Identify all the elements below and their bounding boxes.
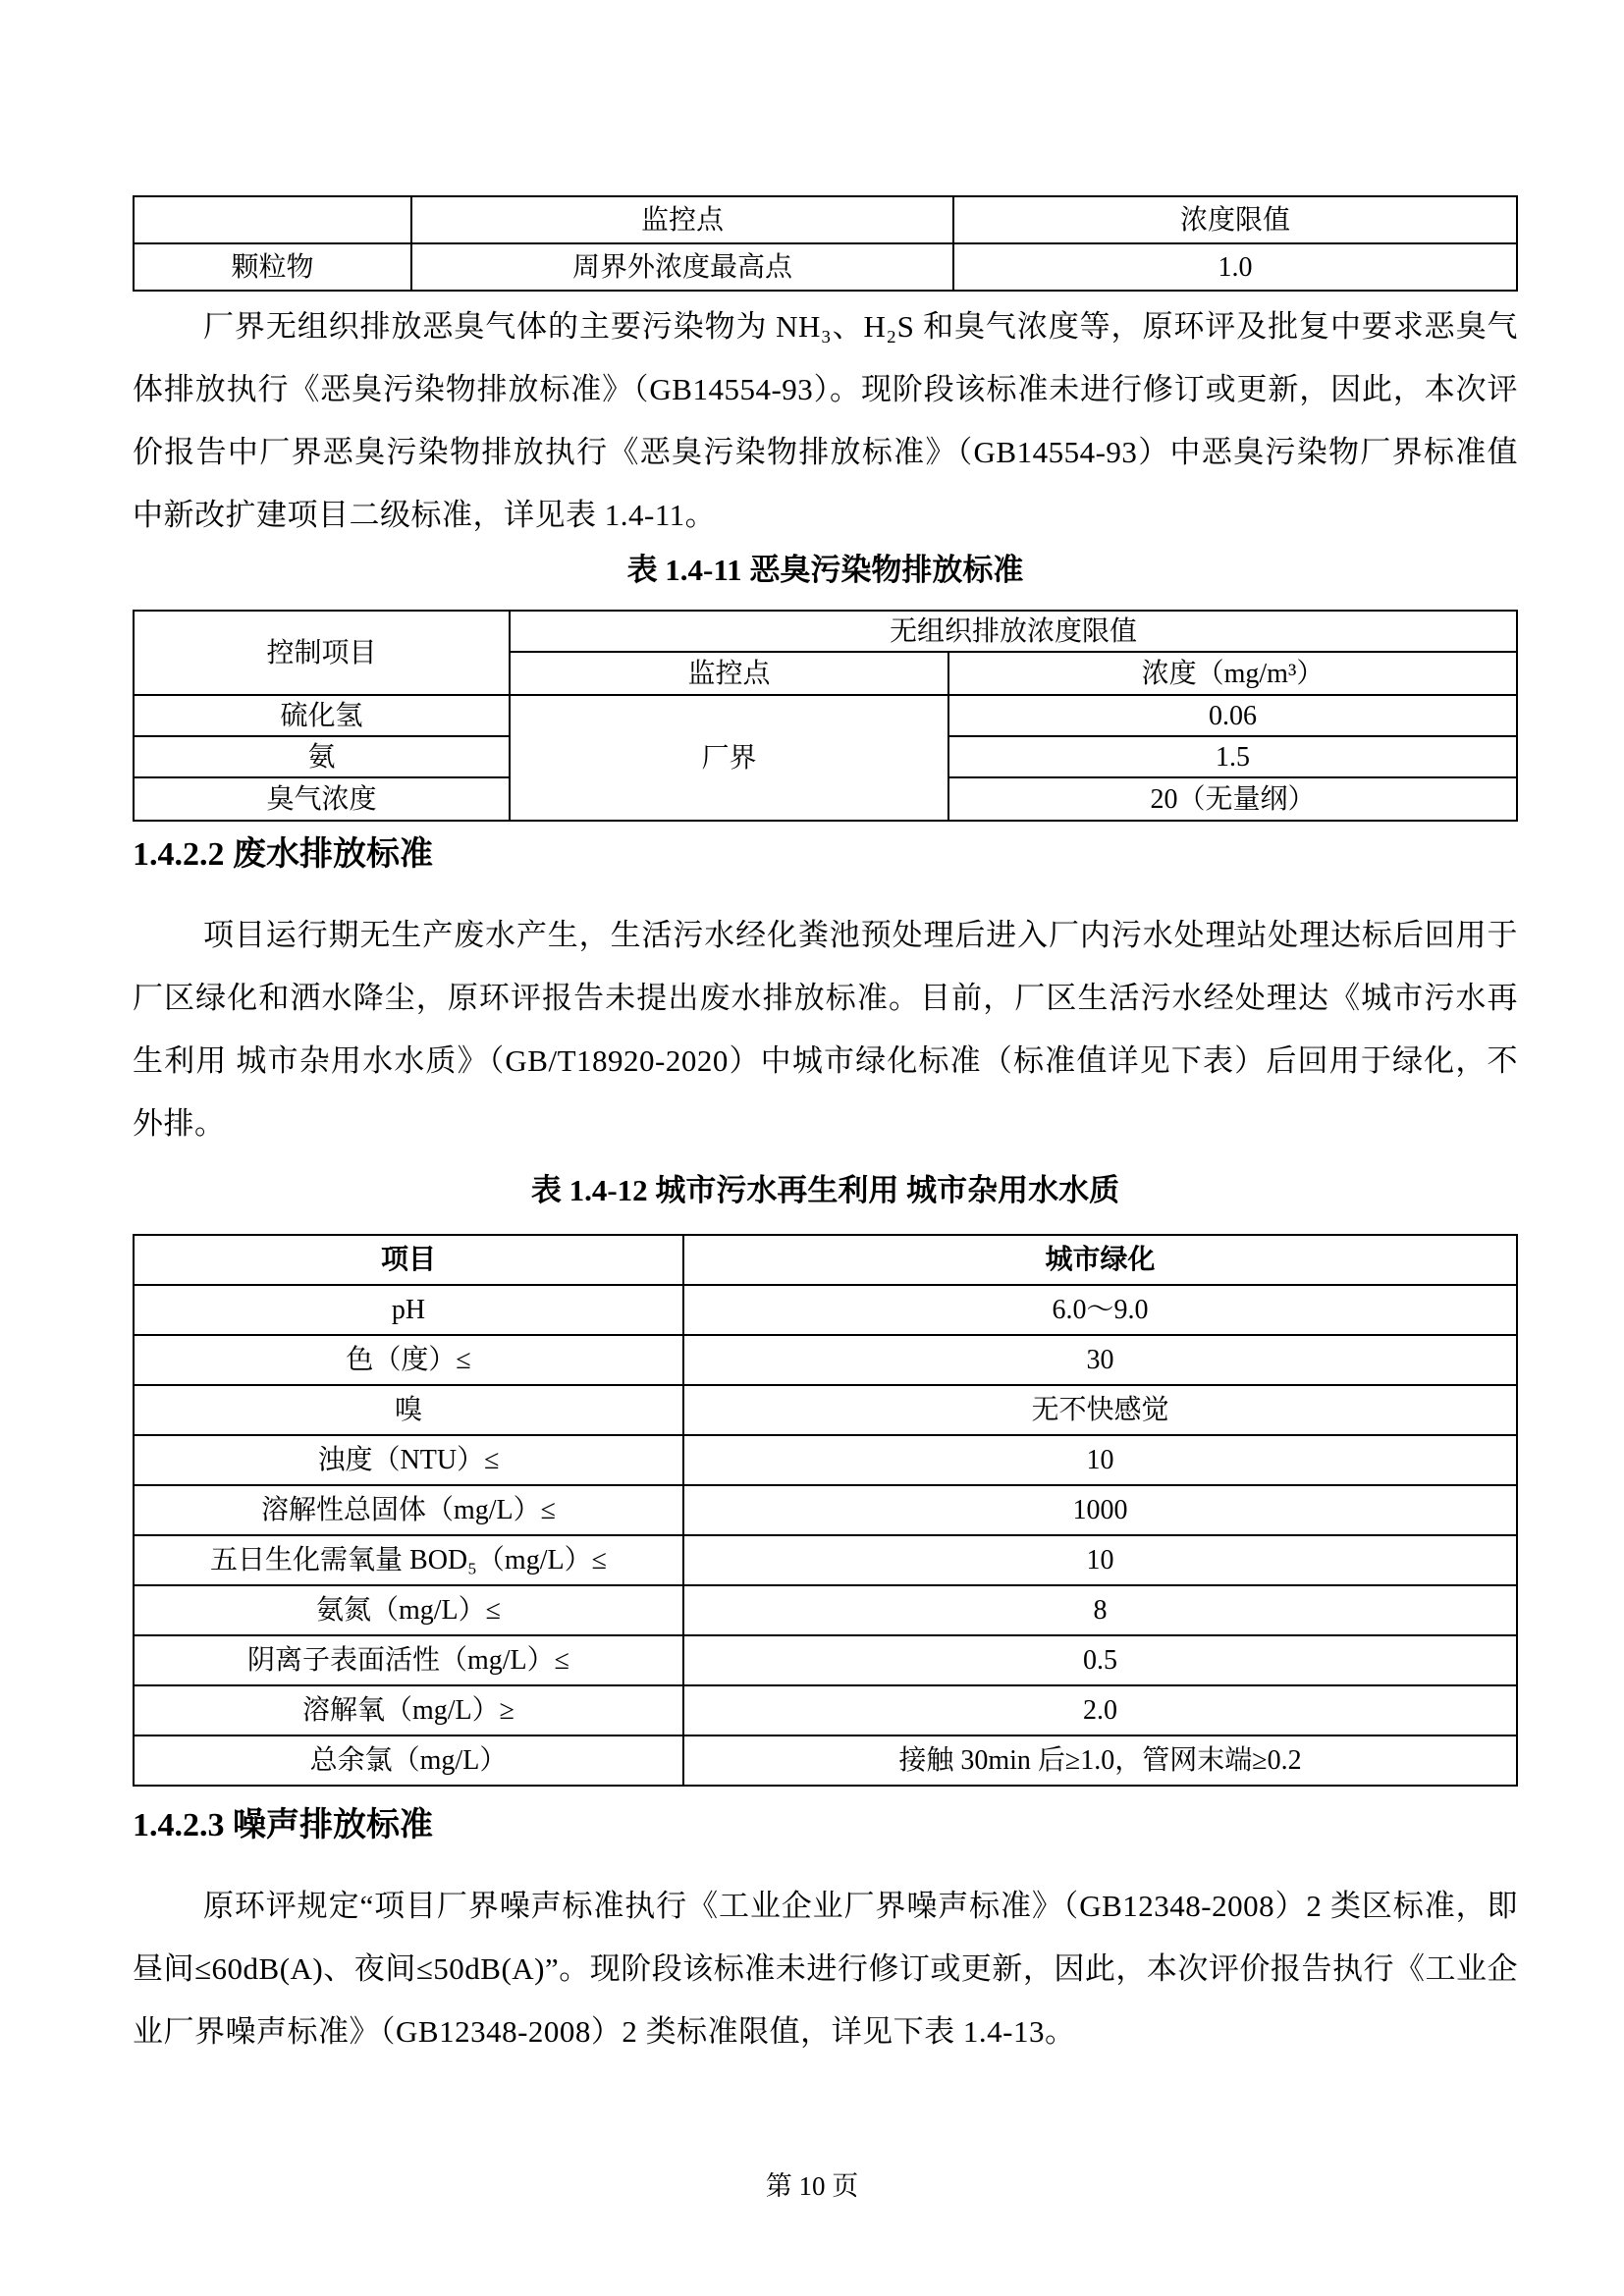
cell-item: 色（度）≤: [134, 1335, 683, 1385]
section-heading-wastewater: 1.4.2.2 废水排放标准: [133, 836, 433, 873]
cell-item: 臭气浓度: [134, 777, 510, 821]
table-row: [134, 1285, 1517, 1335]
cell-value: 20（无量纲）: [948, 777, 1517, 821]
header-cell-urban-greening: 城市绿化: [683, 1235, 1517, 1285]
cell-value: 0.5: [683, 1635, 1517, 1685]
cell-pollutant: 颗粒物: [134, 243, 411, 291]
paragraph-odor-standard: 厂界无组织排放恶臭气体的主要污染物为 NH₃、H₂S 和臭气浓度等，原环评及批复中要求恶臭气体排放执行《恶臭污染物排放标准》（GB14554-93）。现阶段该标准未进行修订或更新，因此，本次评价报告中厂界恶臭污染物排放执行《恶臭污染物排放标准》（GB14554-93）中恶臭污染物厂界标准值中新改扩建项目二级标准，详见表 1.4-11。: [133, 309, 1518, 532]
cell-item: pH: [134, 1285, 683, 1335]
table-row: [134, 243, 1517, 291]
cell-item: 浊度（NTU）≤: [134, 1435, 683, 1485]
cell-value: 接触 30min 后≥1.0，管网末端≥0.2: [683, 1735, 1517, 1786]
cell-item: 总余氯（mg/L）: [134, 1735, 683, 1786]
cell-item: 溶解氧（mg/L）≥: [134, 1685, 683, 1735]
cell-value: 8: [683, 1585, 1517, 1635]
table-row: [134, 1485, 1517, 1535]
table-row: [134, 1685, 1517, 1735]
table-row: [134, 1735, 1517, 1786]
paragraph-noise-standard: 原环评规定“项目厂界噪声标准执行《工业企业厂界噪声标准》（GB12348-2008）2 类区标准，即昼间≤60dB(A)、夜间≤50dB(A)”。现阶段该标准未进行修订或更新，因此，本次评价报告执行《工业企业厂界噪声标准》（GB12348-2008）2 类标准限值，详见下表 1.4-13。: [133, 1889, 1518, 2049]
cell-value: 30: [683, 1335, 1517, 1385]
cell-item: 阴离子表面活性（mg/L）≤: [134, 1635, 683, 1685]
table-header-row: [134, 196, 1517, 243]
subheader-cell-monitor-point: 监控点: [510, 652, 948, 695]
cell-item: 硫化氢: [134, 695, 510, 736]
subheader-cell-concentration: 浓度（mg/m³）: [948, 652, 1517, 695]
cell-item: 氨氮（mg/L）≤: [134, 1585, 683, 1635]
table-1-4-12-caption: 表 1.4-12 城市污水再生利用 城市杂用水水质: [530, 1173, 1120, 1207]
particulate-limits-table: [133, 195, 1518, 292]
cell-monitor-point: 周界外浓度最高点: [411, 243, 953, 291]
page-number: 第 10 页: [765, 2171, 859, 2201]
header-cell-item: 项目: [134, 1235, 683, 1285]
cell-item: 氨: [134, 736, 510, 777]
cell-value: 10: [683, 1435, 1517, 1485]
table-header-row: [134, 1235, 1517, 1285]
cell-limit-value: 1.0: [953, 243, 1517, 291]
paragraph-wastewater-standard: 项目运行期无生产废水产生，生活污水经化粪池预处理后进入厂内污水处理站处理达标后回用于厂区绿化和洒水降尘，原环评报告未提出废水排放标准。目前，厂区生活污水经处理达《城市污水再生利用 城市杂用水水质》（GB/T18920-2020）中城市绿化标准（标准值详见下表）后回用于绿化，不外排。: [133, 918, 1518, 1141]
header-cell-monitor-point: 监控点: [411, 196, 953, 243]
cell-value: 6.0～9.0: [683, 1285, 1517, 1335]
cell-value: 10: [683, 1535, 1517, 1585]
table-row: [134, 1635, 1517, 1685]
cell-monitor-point: 厂界: [510, 695, 948, 821]
table-row: [134, 1435, 1517, 1485]
header-cell-limit: 浓度限值: [953, 196, 1517, 243]
odor-pollutant-standard-table: [133, 610, 1518, 822]
cell-value: 2.0: [683, 1685, 1517, 1735]
table-row: [134, 1585, 1517, 1635]
header-cell-control-item: 控制项目: [134, 611, 510, 695]
cell-value: 0.06: [948, 695, 1517, 736]
table-1-4-11-caption: 表 1.4-11 恶臭污染物排放标准: [626, 553, 1024, 587]
cell-item: 嗅: [134, 1385, 683, 1435]
table-row: [134, 1535, 1517, 1585]
section-heading-noise: 1.4.2.3 噪声排放标准: [133, 1807, 433, 1843]
table-row: [134, 695, 1517, 736]
cell-value: 1000: [683, 1485, 1517, 1535]
header-cell-empty: [134, 196, 411, 243]
table-row: [134, 1335, 1517, 1385]
cell-item: 五日生化需氧量 BOD₅（mg/L）≤: [134, 1535, 683, 1585]
table-header-row: [134, 611, 1517, 652]
table-row: [134, 1385, 1517, 1435]
header-cell-fugitive-limit: 无组织排放浓度限值: [510, 611, 1517, 652]
reclaimed-water-quality-table: [133, 1234, 1518, 1787]
cell-item: 溶解性总固体（mg/L）≤: [134, 1485, 683, 1535]
cell-value: 无不快感觉: [683, 1385, 1517, 1435]
cell-value: 1.5: [948, 736, 1517, 777]
page-content: [133, 195, 1518, 2063]
